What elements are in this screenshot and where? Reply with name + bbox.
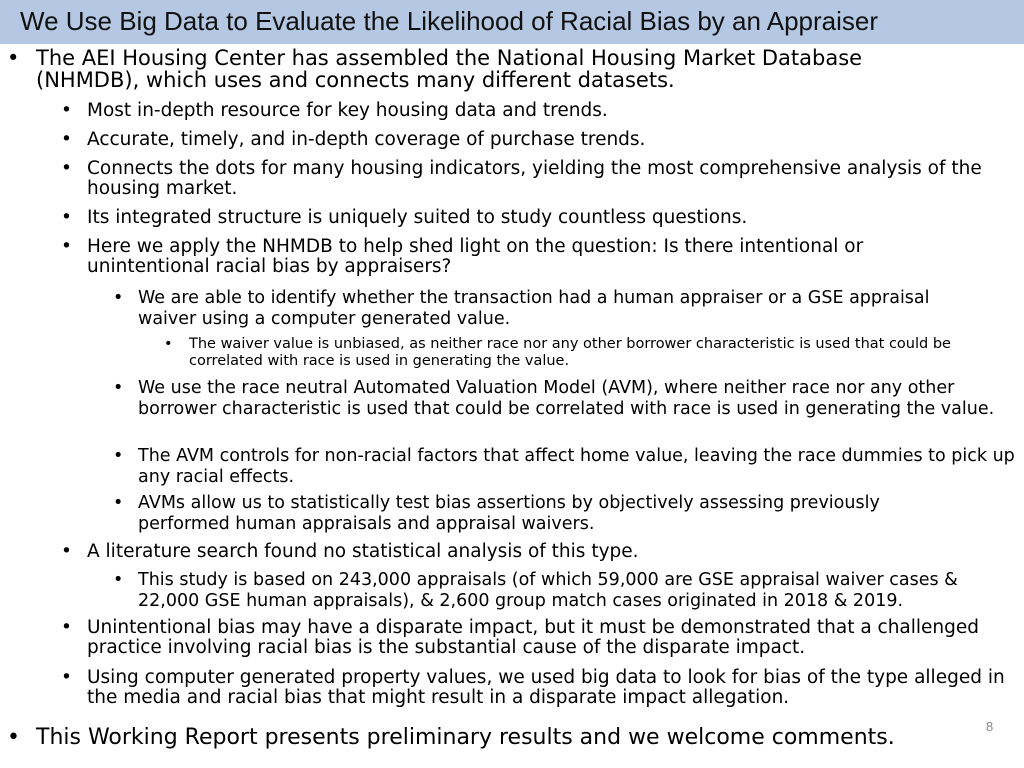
bullet-dot-icon: • — [61, 100, 72, 121]
bullet-text: Connects the dots for many housing indicators, yielding the most comprehensive analysis of the housing market. — [87, 158, 982, 199]
bullet-text: This study is based on 243,000 appraisals (of which 59,000 are GSE appraisal waiver cases & 22,000 GSE human appraisals), & 2,600 group match cases originated in 2018 & 2019. — [138, 570, 958, 611]
bullet-text: Here we apply the NHMDB to help shed light on the question: Is there intentional or unintentional racial bias by appraisers? — [87, 236, 864, 277]
bullet-item — [7, 726, 967, 750]
bullet-dot-icon: • — [61, 617, 72, 638]
bullet-text: Unintentional bias may have a disparate impact, but it must be demonstrated that a challenged practice involving racial bias is the substantial cause of the disparate impact. — [87, 617, 980, 658]
bullet-dot-icon: • — [61, 158, 72, 179]
bullet-dot-icon: • — [113, 570, 124, 590]
bullet-item — [7, 47, 1012, 91]
bullet-item — [61, 618, 1016, 658]
bullet-item — [113, 493, 1018, 534]
bullet-item — [61, 237, 1016, 277]
bullet-text: The AEI Housing Center has assembled the National Housing Market Database (NHMDB), which uses and connects many different datasets. — [36, 46, 863, 92]
bullet-item — [164, 336, 1020, 370]
bullet-item — [113, 446, 1018, 487]
bullet-item — [113, 288, 1018, 329]
bullet-item — [61, 668, 1016, 708]
bullet-dot-icon: • — [113, 288, 124, 308]
bullet-dot-icon: • — [113, 446, 124, 466]
bullet-item — [113, 378, 1018, 419]
bullet-dot-icon: • — [7, 725, 20, 750]
bullet-dot-icon: • — [61, 207, 72, 228]
bullet-dot-icon: • — [61, 541, 72, 562]
bullet-text: We are able to identify whether the transaction had a human appraiser or a GSE appraisal waiver using a computer generated value. — [138, 288, 930, 329]
bullet-dot-icon: • — [113, 493, 124, 513]
bullet-text: A literature search found no statistical analysis of this type. — [87, 541, 639, 562]
bullet-item — [61, 159, 1016, 199]
title-bar — [0, 0, 1024, 44]
bullet-text: Using computer generated property values, we used big data to look for bias of the type alleged in the media and racial bias that might result in a disparate impact allegation. — [87, 667, 1005, 708]
bullet-dot-icon: • — [7, 46, 20, 70]
bullet-text: Its integrated structure is uniquely suited to study countless questions. — [87, 207, 748, 228]
bullet-text: Accurate, timely, and in-depth coverage of purchase trends. — [87, 129, 646, 150]
bullet-dot-icon: • — [61, 129, 72, 150]
bullet-item — [61, 208, 1016, 228]
bullet-dot-icon: • — [61, 236, 72, 257]
bullet-text: We use the race neutral Automated Valuation Model (AVM), where neither race nor any other borrower characteristic is used that could be correlated with race is used in generating the value. — [138, 378, 995, 419]
bullet-dot-icon: • — [113, 378, 124, 398]
bullet-item — [61, 542, 1016, 562]
slide-title: We Use Big Data to Evaluate the Likelihood of Racial Bias by an Appraiser — [20, 6, 878, 36]
bullet-text: Most in-depth resource for key housing data and trends. — [87, 100, 608, 121]
bullet-item — [61, 101, 1016, 121]
bullet-text: The waiver value is unbiased, as neither race nor any other borrower characteristic is used that could be correlated with race is used in generating the value. — [189, 336, 951, 369]
bullet-text: AVMs allow us to statistically test bias assertions by objectively assessing previously performed human appraisals and appraisal waivers. — [138, 493, 880, 534]
bullet-item — [113, 570, 1018, 611]
page-number: 8 — [986, 719, 994, 734]
bullet-text: This Working Report presents preliminary results and we welcome comments. — [36, 725, 895, 750]
bullet-item — [61, 130, 1016, 150]
bullet-dot-icon: • — [164, 336, 173, 352]
bullet-text: The AVM controls for non-racial factors that affect home value, leaving the race dummies to pick up any racial effects. — [138, 446, 1015, 487]
bullet-dot-icon: • — [61, 667, 72, 688]
